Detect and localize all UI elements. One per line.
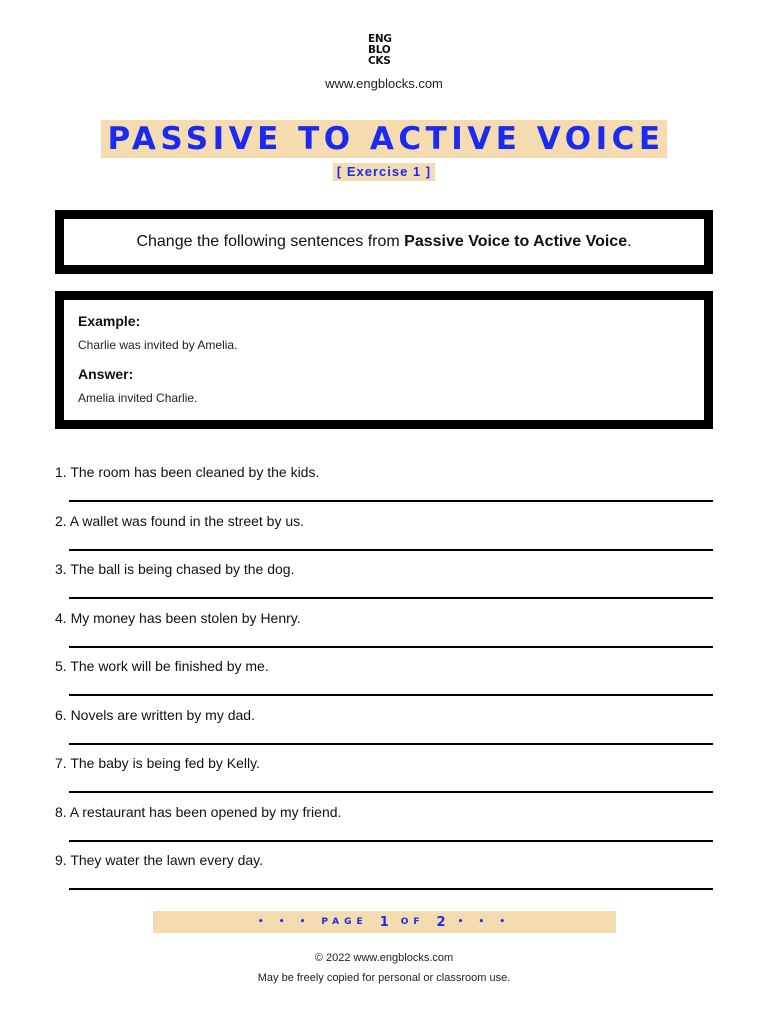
question-item — [55, 608, 715, 657]
answer-line[interactable] — [69, 888, 713, 890]
logo-line-3: CKS — [368, 55, 391, 67]
instructions-box — [55, 210, 713, 274]
answer-label: Answer: — [78, 366, 134, 382]
question-text: 7. The baby is being fed by Kelly. — [55, 755, 260, 771]
instructions-text — [136, 233, 631, 251]
footer-license: May be freely copied for personal or classroom use. — [257, 972, 511, 984]
title-container — [0, 120, 768, 158]
site-url: www.engblocks.com — [325, 76, 443, 91]
exercise-label: [ Exercise 1 ] — [333, 163, 435, 181]
question-text: 4. My money has been stolen by Henry. — [55, 609, 301, 626]
pagination-bar — [153, 911, 616, 933]
pagination-total: 2 — [436, 914, 446, 930]
page-title: PASSIVE TO ACTIVE VOICE — [101, 120, 666, 158]
instructions-prefix: Change the following sentences from — [136, 233, 405, 250]
pagination-current: 1 — [379, 914, 389, 930]
question-list — [55, 462, 715, 899]
subtitle-container — [0, 163, 768, 181]
question-item — [55, 656, 715, 705]
question-text: 2. A wallet was found in the street by us. — [55, 512, 305, 529]
answer-line[interactable] — [69, 500, 713, 502]
footer-copyright: © 2022 www.engblocks.com — [314, 952, 454, 964]
question-text: 1. The room has been cleaned by the kids. — [55, 464, 320, 480]
question-text: 8. A restaurant has been opened by my friend. — [55, 803, 342, 820]
question-item — [55, 850, 715, 899]
question-text: 3. The ball is being chased by the dog. — [55, 561, 295, 577]
answer-line[interactable] — [69, 646, 713, 648]
instructions-suffix: . — [627, 233, 632, 250]
logo-line-1: ENG — [368, 33, 392, 45]
answer-line[interactable] — [69, 743, 713, 745]
pagination-dots-left: • • • — [257, 917, 312, 927]
question-text: 6. Novels are written by my dad. — [55, 706, 255, 723]
pagination-dots-right: • • • — [457, 917, 512, 927]
question-item — [55, 559, 715, 608]
example-box — [55, 291, 713, 429]
pagination-of-word: OF — [400, 917, 425, 927]
question-item — [55, 705, 715, 754]
answer-line[interactable] — [69, 597, 713, 599]
instructions-bold: Passive Voice to Active Voice — [404, 233, 628, 250]
question-item — [55, 511, 715, 560]
question-text: 9. They water the lawn every day. — [55, 852, 264, 868]
example-label: Example: — [78, 313, 141, 329]
question-item — [55, 753, 715, 802]
question-text: 5. The work will be finished by me. — [55, 658, 269, 674]
pagination-page-word: PAGE — [321, 917, 368, 927]
logo-line-2: BLO — [368, 44, 391, 56]
answer-line[interactable] — [69, 791, 713, 793]
question-item — [55, 462, 715, 511]
engblocks-logo — [368, 34, 400, 67]
example-text: Charlie was invited by Amelia. — [78, 338, 238, 352]
answer-line[interactable] — [69, 549, 713, 551]
answer-text: Amelia invited Charlie. — [78, 391, 198, 405]
answer-line[interactable] — [69, 694, 713, 696]
answer-line[interactable] — [69, 840, 713, 842]
question-item — [55, 802, 715, 851]
